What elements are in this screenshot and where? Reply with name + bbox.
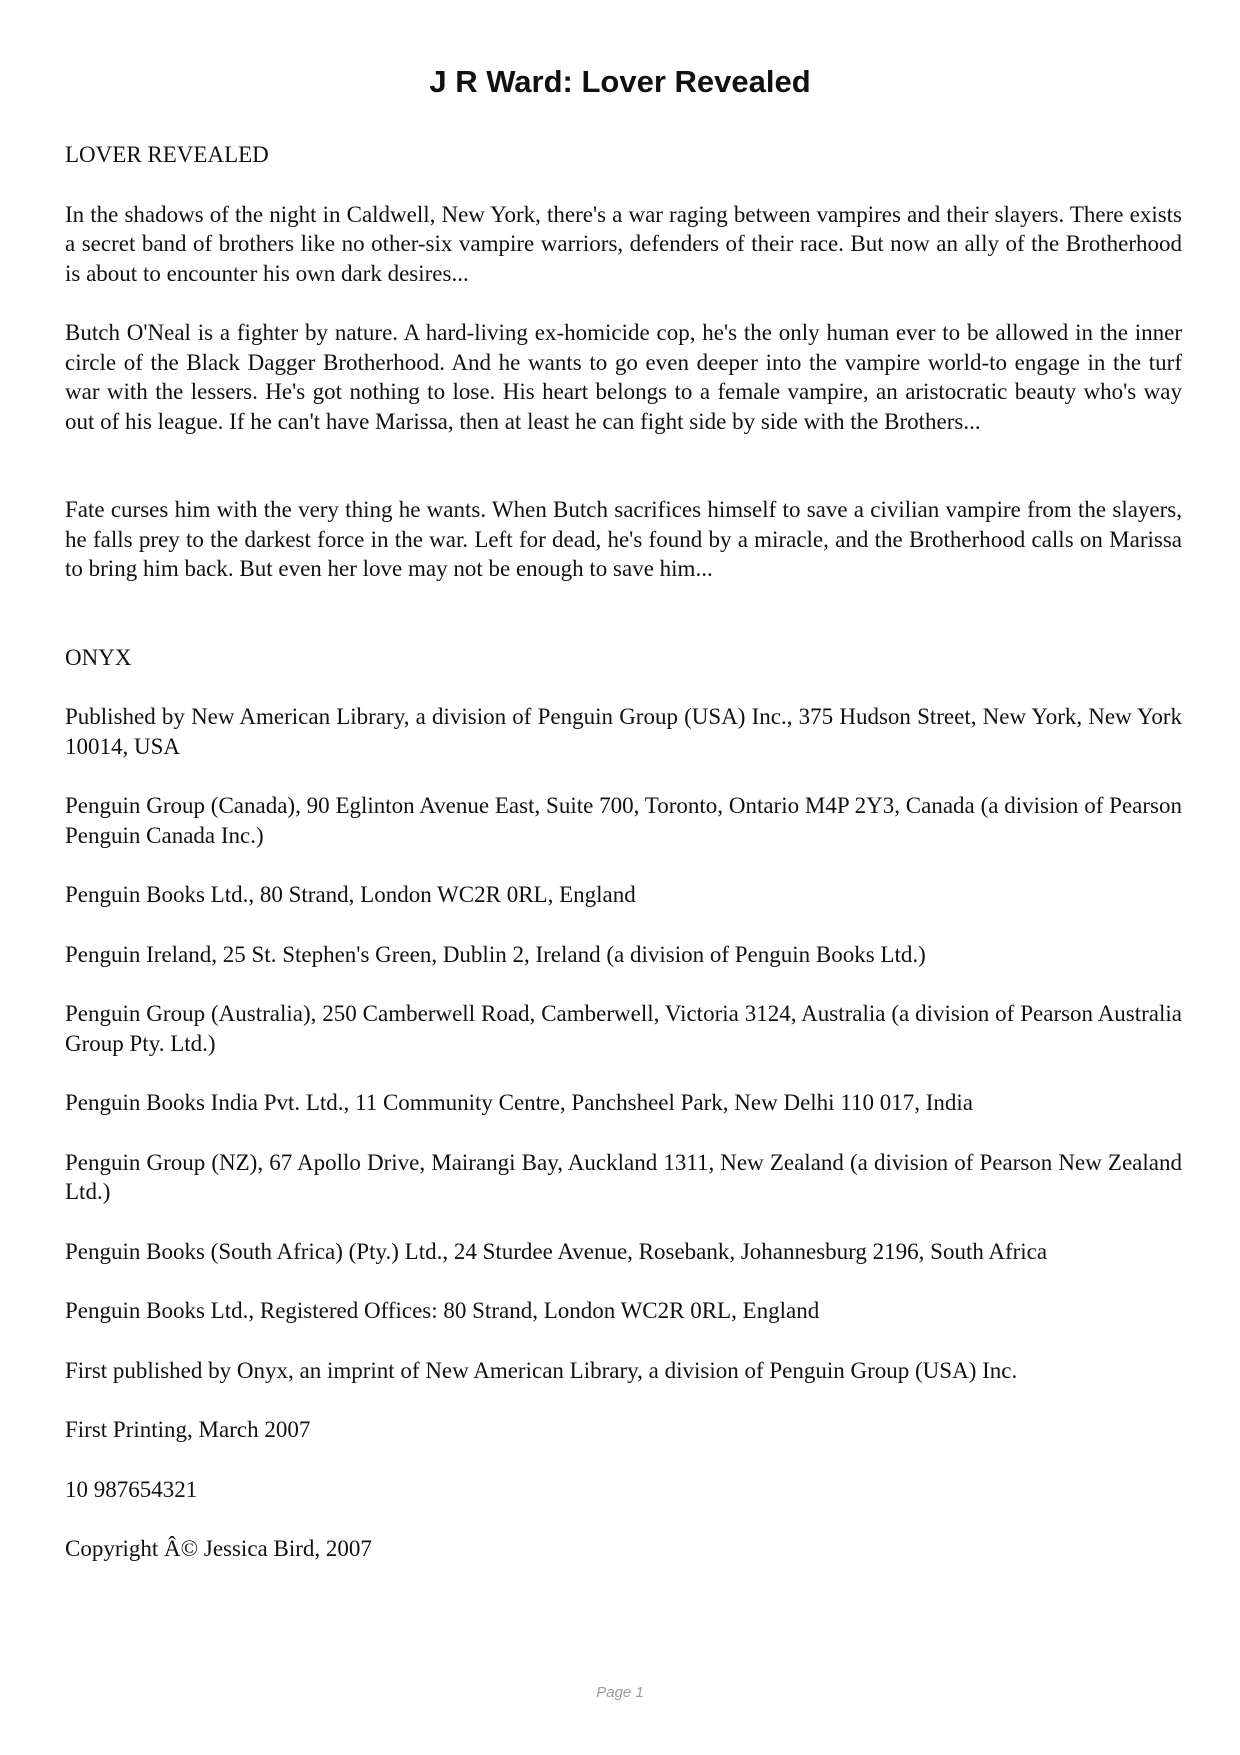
document-body bbox=[65, 140, 1182, 1594]
copyright-line: Copyright Â© Jessica Bird, 2007 bbox=[65, 1536, 372, 1561]
publisher-line-south-africa: Penguin Books (South Africa) (Pty.) Ltd., 24 Sturdee Avenue, Rosebank, Johannesburg 2196, South Africa bbox=[65, 1238, 1048, 1264]
publisher-line-australia: Penguin Group (Australia), 250 Camberwell Road, Camberwell, Victoria 3124, Australia (a division of Pearson Australia Group Pty. Ltd.) bbox=[65, 1001, 1182, 1056]
page-number: Page 1 bbox=[596, 1684, 644, 1701]
paragraph-synopsis-3: Fate curses him with the very thing he wants. When Butch sacrifices himself to save a civilian vampire from the slayers, he falls prey to the darkest force in the war. Left for dead, he's found by a miracle, and the Brotherhood calls on Marissa to bring him back. But even her love may not be enough to save him... bbox=[65, 497, 1182, 581]
publisher-line-india: Penguin Books India Pvt. Ltd., 11 Community Centre, Panchsheel Park, New Delhi 110 017, India bbox=[65, 1090, 973, 1115]
publisher-line-nz: Penguin Group (NZ), 67 Apollo Drive, Mairangi Bay, Auckland 1311, New Zealand (a division of Pearson New Zealand Ltd.) bbox=[65, 1149, 1182, 1204]
publisher-line-usa: Published by New American Library, a division of Penguin Group (USA) Inc., 375 Hudson Street, New York, New York 10014, USA bbox=[65, 704, 1182, 759]
paragraph-synopsis-1: In the shadows of the night in Caldwell, New York, there's a war raging between vampires and their slayers. There exists a secret band of brothers like no other-six vampire warriors, defenders of their race. But now an ally of the Brotherhood is about to encounter his own dark desires... bbox=[65, 201, 1182, 286]
document-title: J R Ward: Lover Revealed bbox=[429, 64, 811, 99]
publisher-line-ireland: Penguin Ireland, 25 St. Stephen's Green, Dublin 2, Ireland (a division of Penguin Books Ltd.) bbox=[65, 941, 926, 967]
registered-offices-line: Penguin Books Ltd., Registered Offices: 80 Strand, London WC2R 0RL, England bbox=[65, 1298, 820, 1323]
first-printing-line: First Printing, March 2007 bbox=[65, 1417, 311, 1442]
paragraph-synopsis-2: Butch O'Neal is a fighter by nature. A hard-living ex-homicide cop, he's the only human ever to be allowed in the inner circle of the Black Dagger Brotherhood. And he wants to go even deeper into the vampire world-to engage in the turf war with the lessers. He's got nothing to lose. His heart belongs to a female vampire, an aristocratic beauty who's way out of his league. If he can't have Marissa, then at least he can fight side by side with the Brothers... bbox=[65, 320, 1182, 434]
first-published-line: First published by Onyx, an imprint of New American Library, a division of Penguin Group (USA) Inc. bbox=[65, 1357, 1018, 1383]
publisher-line-uk: Penguin Books Ltd., 80 Strand, London WC2R 0RL, England bbox=[65, 882, 636, 907]
printing-number-line: 10 987654321 bbox=[65, 1476, 198, 1502]
imprint-name: ONYX bbox=[65, 644, 132, 670]
heading-book-title: LOVER REVEALED bbox=[65, 142, 269, 167]
publisher-line-canada: Penguin Group (Canada), 90 Eglinton Avenue East, Suite 700, Toronto, Ontario M4P 2Y3, Canada (a division of Pearson Penguin Canada Inc.) bbox=[65, 793, 1182, 848]
